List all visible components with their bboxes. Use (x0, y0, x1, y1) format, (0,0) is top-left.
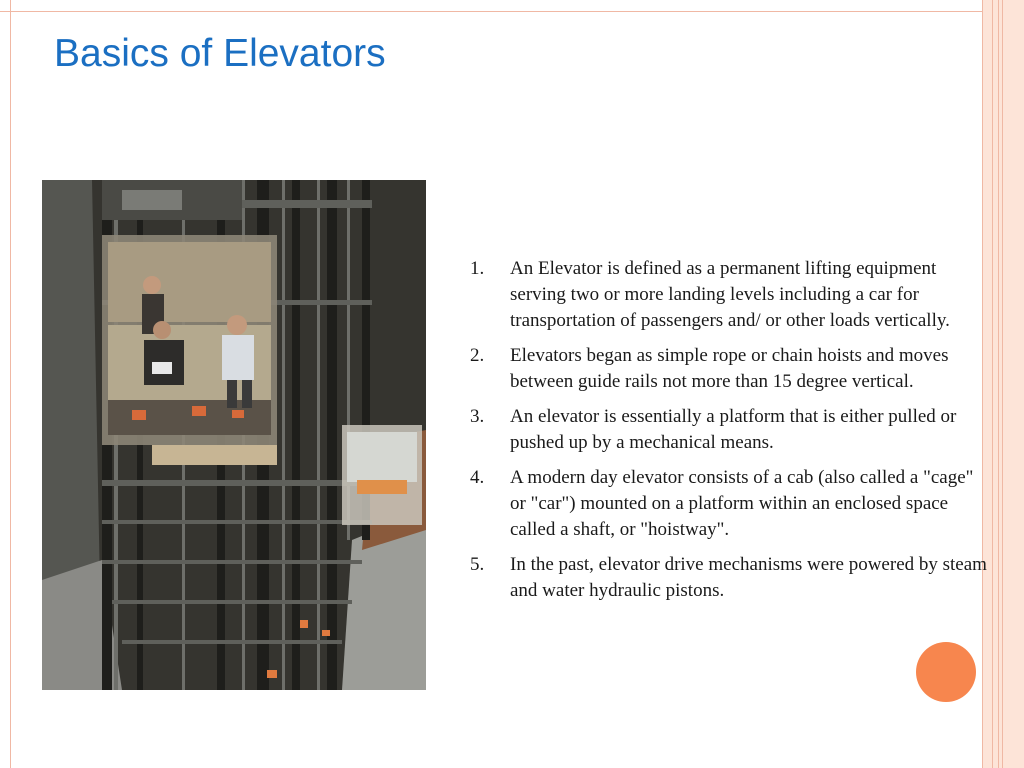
decorative-orange-circle (916, 642, 976, 702)
elevator-photo (42, 180, 426, 690)
list-item-number: 4. (470, 467, 485, 488)
list-item (470, 552, 990, 604)
list-item (470, 343, 990, 395)
list-item-text: In the past, elevator drive mechanisms were powered by steam and water hydraulic pistons. (510, 554, 987, 601)
list-item-number: 1. (470, 258, 485, 279)
list-item-number: 3. (470, 406, 485, 427)
list-item-text: Elevators began as simple rope or chain hoists and moves between guide rails not more than 15 degree vertical. (510, 345, 949, 392)
band-stripe (998, 0, 999, 768)
list-item (470, 256, 990, 334)
band-stripe (992, 0, 993, 768)
list-item (470, 404, 990, 456)
band-stripe (1002, 0, 1003, 768)
list-item-number: 2. (470, 345, 485, 366)
list-item-number: 5. (470, 554, 485, 575)
list-item-text: An elevator is essentially a platform that is either pulled or pushed up by a mechanical means. (510, 406, 957, 453)
slide-title: Basics of Elevators (54, 32, 386, 75)
list-item (470, 465, 990, 543)
list-item-text: An Elevator is defined as a permanent lifting equipment serving two or more landing levels including a car for transportation of passengers and/ or other loads vertically. (510, 258, 950, 331)
elevator-facts-list (470, 256, 990, 613)
slide-left-border (10, 0, 11, 768)
list-item-text: A modern day elevator consists of a cab (also called a "cage" or "car") mounted on a platform within an enclosed space called a shaft, or "hoistway". (510, 467, 974, 540)
elevator-shaft-illustration (42, 180, 426, 690)
slide-top-border (0, 0, 1024, 12)
